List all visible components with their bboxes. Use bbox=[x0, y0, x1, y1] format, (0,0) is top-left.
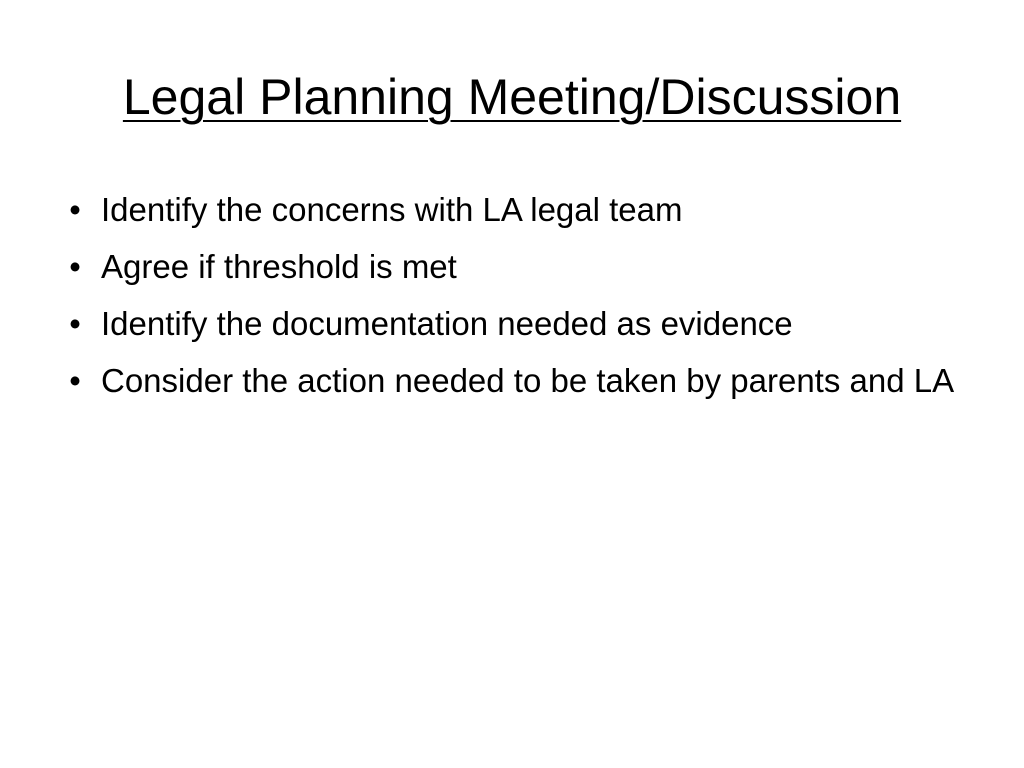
bullet-item bbox=[60, 245, 960, 289]
bullet-item bbox=[60, 188, 960, 232]
bullet-icon: • bbox=[69, 305, 81, 342]
slide-title: Legal Planning Meeting/Discussion bbox=[122, 69, 902, 125]
bullet-text: Identify the documentation needed as evidence bbox=[101, 305, 793, 342]
bullet-item bbox=[60, 302, 960, 346]
bullet-icon: • bbox=[69, 248, 81, 285]
bullet-text: Identify the concerns with LA legal team bbox=[101, 191, 683, 228]
bullet-text: Agree if threshold is met bbox=[101, 248, 457, 285]
bullet-icon: • bbox=[69, 191, 81, 228]
bullet-list bbox=[60, 188, 960, 416]
bullet-icon: • bbox=[69, 362, 81, 399]
bullet-item bbox=[60, 359, 960, 403]
bullet-text: Consider the action needed to be taken by parents and LA bbox=[101, 362, 955, 399]
